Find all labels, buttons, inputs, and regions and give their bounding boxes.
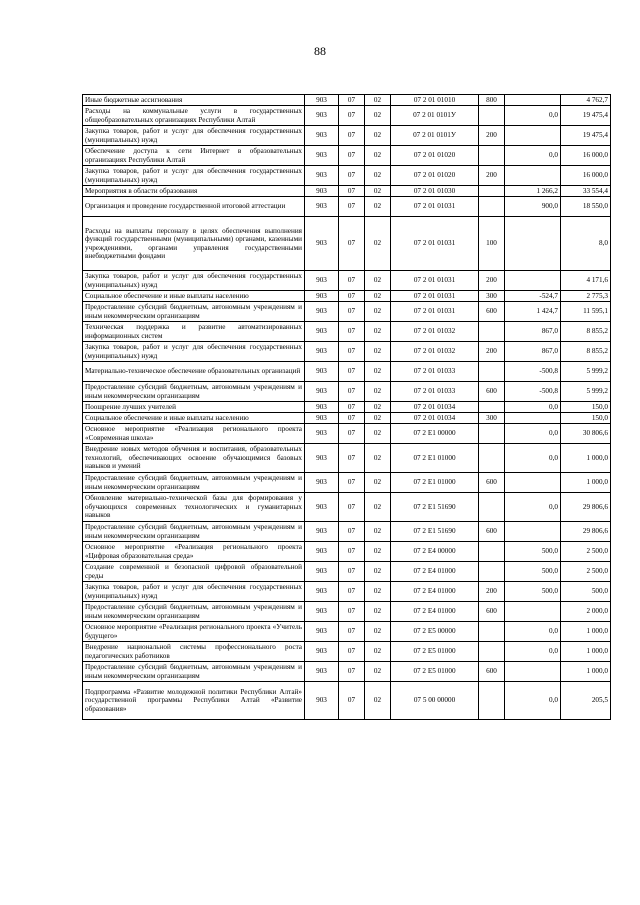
row-rz-cell: 07 — [339, 382, 365, 402]
row-csr-cell: 07 2 01 01034 — [391, 402, 479, 413]
row-name-cell: Основное мероприятие «Реализация регионального проекта «Учитель будущего» — [83, 622, 305, 642]
row-pr-cell: 02 — [365, 126, 391, 146]
row-change-cell — [505, 602, 561, 622]
table-row — [83, 582, 611, 602]
row-gr-cell: 903 — [305, 682, 339, 720]
row-name-cell: Предоставление субсидий бюджетным, автономным учреждениям и иным некоммерческим организациям — [83, 602, 305, 622]
row-name-cell: Предоставление субсидий бюджетным, автономным учреждениям и иным некоммерческим организациям — [83, 382, 305, 402]
row-csr-cell: 07 2 E4 00000 — [391, 542, 479, 562]
table-row — [83, 217, 611, 271]
row-gr-cell: 903 — [305, 106, 339, 126]
row-total-cell: 29 806,6 — [561, 493, 611, 522]
row-pr-cell: 02 — [365, 95, 391, 106]
row-change-cell: 0,0 — [505, 402, 561, 413]
row-change-cell: 900,0 — [505, 197, 561, 217]
row-change-cell: 0,0 — [505, 642, 561, 662]
row-name-cell: Закупка товаров, работ и услуг для обеспечения государственных (муниципальных) нужд — [83, 342, 305, 362]
table-row — [83, 493, 611, 522]
row-total-cell: 16 000,0 — [561, 166, 611, 186]
row-pr-cell: 02 — [365, 291, 391, 302]
table-row — [83, 662, 611, 682]
row-gr-cell: 903 — [305, 186, 339, 197]
row-csr-cell: 07 5 00 00000 — [391, 682, 479, 720]
row-vr-cell: 200 — [479, 582, 505, 602]
row-change-cell: 1 266,2 — [505, 186, 561, 197]
row-name-cell: Подпрограмма «Развитие молодежной политики Республики Алтай» государственной программы Республики Алтай «Развитие образования» — [83, 682, 305, 720]
row-csr-cell: 07 2 01 01033 — [391, 362, 479, 382]
row-vr-cell: 600 — [479, 522, 505, 542]
row-gr-cell: 903 — [305, 382, 339, 402]
row-vr-cell: 100 — [479, 217, 505, 271]
row-vr-cell: 600 — [479, 382, 505, 402]
row-rz-cell: 07 — [339, 622, 365, 642]
row-gr-cell: 903 — [305, 522, 339, 542]
row-name-cell: Иные бюджетные ассигнования — [83, 95, 305, 106]
row-change-cell: 867,0 — [505, 342, 561, 362]
row-total-cell: 19 475,4 — [561, 106, 611, 126]
row-csr-cell: 07 2 E1 01000 — [391, 473, 479, 493]
row-rz-cell: 07 — [339, 106, 365, 126]
table-row — [83, 166, 611, 186]
table-row — [83, 291, 611, 302]
row-vr-cell — [479, 642, 505, 662]
row-rz-cell: 07 — [339, 602, 365, 622]
row-gr-cell: 903 — [305, 562, 339, 582]
row-gr-cell: 903 — [305, 146, 339, 166]
row-gr-cell: 903 — [305, 413, 339, 424]
row-gr-cell: 903 — [305, 542, 339, 562]
row-pr-cell: 02 — [365, 322, 391, 342]
row-name-cell: Создание современной и безопасной цифровой образовательной среды — [83, 562, 305, 582]
row-change-cell: 0,0 — [505, 493, 561, 522]
row-csr-cell: 07 2 E1 51690 — [391, 522, 479, 542]
row-total-cell: 150,0 — [561, 413, 611, 424]
row-total-cell: 1 000,0 — [561, 662, 611, 682]
row-name-cell: Техническая поддержка и развитие автоматизированных информационных систем — [83, 322, 305, 342]
row-change-cell: 0,0 — [505, 106, 561, 126]
row-change-cell: 500,0 — [505, 562, 561, 582]
row-rz-cell: 07 — [339, 493, 365, 522]
row-gr-cell: 903 — [305, 662, 339, 682]
row-total-cell: 18 550,0 — [561, 197, 611, 217]
row-name-cell: Обновление материально-технической базы для формирования у обучающихся современных технологических и гуманитарных навыков — [83, 493, 305, 522]
row-rz-cell: 07 — [339, 542, 365, 562]
row-change-cell — [505, 166, 561, 186]
row-vr-cell: 200 — [479, 271, 505, 291]
row-csr-cell: 07 2 01 0101У — [391, 126, 479, 146]
row-total-cell: 150,0 — [561, 402, 611, 413]
row-name-cell: Социальное обеспечение и иные выплаты населению — [83, 413, 305, 424]
table-row — [83, 622, 611, 642]
row-pr-cell: 02 — [365, 582, 391, 602]
row-total-cell: 205,5 — [561, 682, 611, 720]
row-vr-cell — [479, 682, 505, 720]
row-csr-cell: 07 2 01 01031 — [391, 197, 479, 217]
row-total-cell: 8,0 — [561, 217, 611, 271]
row-name-cell: Расходы на выплаты персоналу в целях обеспечения выполнения функций государственными (муниципальными) органами, казенными учреждениями, органами управления государственными внебюджетными фондами — [83, 217, 305, 271]
row-pr-cell: 02 — [365, 562, 391, 582]
row-pr-cell: 02 — [365, 493, 391, 522]
row-change-cell: -524,7 — [505, 291, 561, 302]
row-gr-cell: 903 — [305, 126, 339, 146]
row-gr-cell: 903 — [305, 582, 339, 602]
row-rz-cell: 07 — [339, 166, 365, 186]
row-change-cell — [505, 271, 561, 291]
budget-table — [82, 94, 611, 720]
row-csr-cell: 07 2 01 01031 — [391, 271, 479, 291]
row-vr-cell — [479, 542, 505, 562]
row-csr-cell: 07 2 E5 01000 — [391, 662, 479, 682]
row-name-cell: Закупка товаров, работ и услуг для обеспечения государственных (муниципальных) нужд — [83, 126, 305, 146]
row-gr-cell: 903 — [305, 424, 339, 444]
row-vr-cell — [479, 562, 505, 582]
row-vr-cell: 800 — [479, 95, 505, 106]
row-gr-cell: 903 — [305, 322, 339, 342]
row-gr-cell: 903 — [305, 602, 339, 622]
row-total-cell: 1 000,0 — [561, 444, 611, 473]
table-row — [83, 342, 611, 362]
row-pr-cell: 02 — [365, 522, 391, 542]
row-csr-cell: 07 2 01 01031 — [391, 291, 479, 302]
row-vr-cell: 200 — [479, 166, 505, 186]
row-change-cell: -500,8 — [505, 362, 561, 382]
row-rz-cell: 07 — [339, 562, 365, 582]
row-csr-cell: 07 2 E1 01000 — [391, 444, 479, 473]
row-csr-cell: 07 2 E4 01000 — [391, 582, 479, 602]
row-total-cell: 11 595,1 — [561, 302, 611, 322]
row-vr-cell: 600 — [479, 302, 505, 322]
row-name-cell: Внедрение национальной системы профессионального роста педагогических работников — [83, 642, 305, 662]
row-total-cell: 33 554,4 — [561, 186, 611, 197]
row-csr-cell: 07 2 E1 51690 — [391, 493, 479, 522]
row-total-cell: 2 500,0 — [561, 562, 611, 582]
row-csr-cell: 07 2 01 01032 — [391, 322, 479, 342]
row-total-cell: 2 775,3 — [561, 291, 611, 302]
row-csr-cell: 07 2 01 01031 — [391, 217, 479, 271]
row-change-cell: 500,0 — [505, 582, 561, 602]
row-rz-cell: 07 — [339, 271, 365, 291]
row-change-cell: 0,0 — [505, 622, 561, 642]
row-pr-cell: 02 — [365, 186, 391, 197]
row-change-cell: 1 424,7 — [505, 302, 561, 322]
row-csr-cell: 07 2 E4 01000 — [391, 602, 479, 622]
row-vr-cell — [479, 362, 505, 382]
row-name-cell: Организация и проведение государственной итоговой аттестации — [83, 197, 305, 217]
row-rz-cell: 07 — [339, 146, 365, 166]
row-total-cell: 5 999,2 — [561, 382, 611, 402]
row-total-cell: 16 000,0 — [561, 146, 611, 166]
row-change-cell: 867,0 — [505, 322, 561, 342]
row-change-cell: 0,0 — [505, 424, 561, 444]
table-row — [83, 186, 611, 197]
row-total-cell: 1 000,0 — [561, 642, 611, 662]
row-pr-cell: 02 — [365, 166, 391, 186]
row-total-cell: 2 000,0 — [561, 602, 611, 622]
row-pr-cell: 02 — [365, 106, 391, 126]
row-name-cell: Материально-техническое обеспечение образовательных организаций — [83, 362, 305, 382]
table-row — [83, 126, 611, 146]
row-rz-cell: 07 — [339, 126, 365, 146]
row-csr-cell: 07 2 E5 00000 — [391, 622, 479, 642]
row-vr-cell: 600 — [479, 662, 505, 682]
row-change-cell: 0,0 — [505, 682, 561, 720]
row-vr-cell — [479, 186, 505, 197]
row-total-cell: 29 806,6 — [561, 522, 611, 542]
row-vr-cell — [479, 197, 505, 217]
row-name-cell: Расходы на коммунальные услуги в государственных общеобразовательных организациях Республики Алтай — [83, 106, 305, 126]
table-row — [83, 473, 611, 493]
row-rz-cell: 07 — [339, 413, 365, 424]
row-rz-cell: 07 — [339, 682, 365, 720]
table-row — [83, 402, 611, 413]
row-total-cell: 8 855,2 — [561, 322, 611, 342]
row-csr-cell: 07 2 E5 01000 — [391, 642, 479, 662]
row-gr-cell: 903 — [305, 473, 339, 493]
table-row — [83, 413, 611, 424]
row-gr-cell: 903 — [305, 302, 339, 322]
row-vr-cell — [479, 622, 505, 642]
row-pr-cell: 02 — [365, 342, 391, 362]
row-change-cell — [505, 473, 561, 493]
row-pr-cell: 02 — [365, 473, 391, 493]
row-rz-cell: 07 — [339, 291, 365, 302]
row-change-cell — [505, 413, 561, 424]
table-row — [83, 302, 611, 322]
table-row — [83, 542, 611, 562]
row-csr-cell: 07 2 01 01034 — [391, 413, 479, 424]
row-gr-cell: 903 — [305, 197, 339, 217]
row-name-cell: Социальное обеспечение и иные выплаты населению — [83, 291, 305, 302]
row-vr-cell: 600 — [479, 473, 505, 493]
row-total-cell: 2 500,0 — [561, 542, 611, 562]
row-csr-cell: 07 2 01 01020 — [391, 146, 479, 166]
row-name-cell: Предоставление субсидий бюджетным, автономным учреждениям и иным некоммерческим организациям — [83, 473, 305, 493]
row-total-cell: 1 000,0 — [561, 622, 611, 642]
row-pr-cell: 02 — [365, 424, 391, 444]
row-change-cell — [505, 126, 561, 146]
row-gr-cell: 903 — [305, 217, 339, 271]
row-pr-cell: 02 — [365, 602, 391, 622]
row-pr-cell: 02 — [365, 682, 391, 720]
table-row — [83, 602, 611, 622]
row-name-cell: Закупка товаров, работ и услуг для обеспечения государственных (муниципальных) нужд — [83, 582, 305, 602]
row-pr-cell: 02 — [365, 413, 391, 424]
row-pr-cell: 02 — [365, 362, 391, 382]
row-total-cell: 4 762,7 — [561, 95, 611, 106]
row-name-cell: Основное мероприятие «Реализация регионального проекта «Цифровая образовательная среда» — [83, 542, 305, 562]
table-row — [83, 322, 611, 342]
row-csr-cell: 07 2 01 01031 — [391, 302, 479, 322]
row-gr-cell: 903 — [305, 271, 339, 291]
row-rz-cell: 07 — [339, 197, 365, 217]
row-name-cell: Основное мероприятие «Реализация регионального проекта «Современная школа» — [83, 424, 305, 444]
row-vr-cell — [479, 402, 505, 413]
row-total-cell: 8 855,2 — [561, 342, 611, 362]
row-rz-cell: 07 — [339, 322, 365, 342]
row-name-cell: Закупка товаров, работ и услуг для обеспечения государственных (муниципальных) нужд — [83, 166, 305, 186]
row-gr-cell: 903 — [305, 362, 339, 382]
row-change-cell — [505, 662, 561, 682]
table-row — [83, 271, 611, 291]
table-row — [83, 146, 611, 166]
row-pr-cell: 02 — [365, 217, 391, 271]
row-change-cell: 0,0 — [505, 146, 561, 166]
row-csr-cell: 07 2 E1 00000 — [391, 424, 479, 444]
table-row — [83, 95, 611, 106]
table-row — [83, 362, 611, 382]
row-name-cell: Предоставление субсидий бюджетным, автономным учреждениям и иным некоммерческим организациям — [83, 662, 305, 682]
row-gr-cell: 903 — [305, 166, 339, 186]
row-csr-cell: 07 2 01 01033 — [391, 382, 479, 402]
row-change-cell — [505, 217, 561, 271]
row-vr-cell — [479, 424, 505, 444]
row-vr-cell: 200 — [479, 342, 505, 362]
table-row — [83, 424, 611, 444]
row-rz-cell: 07 — [339, 302, 365, 322]
row-csr-cell: 07 2 01 01020 — [391, 166, 479, 186]
row-change-cell — [505, 95, 561, 106]
row-rz-cell: 07 — [339, 582, 365, 602]
table-row — [83, 562, 611, 582]
row-vr-cell — [479, 106, 505, 126]
row-total-cell: 1 000,0 — [561, 473, 611, 493]
row-vr-cell — [479, 322, 505, 342]
row-rz-cell: 07 — [339, 522, 365, 542]
row-vr-cell: 300 — [479, 291, 505, 302]
row-rz-cell: 07 — [339, 473, 365, 493]
row-total-cell: 500,0 — [561, 582, 611, 602]
row-gr-cell: 903 — [305, 493, 339, 522]
row-rz-cell: 07 — [339, 402, 365, 413]
row-name-cell: Поощрение лучших учителей — [83, 402, 305, 413]
row-total-cell: 4 171,6 — [561, 271, 611, 291]
row-pr-cell: 02 — [365, 302, 391, 322]
row-gr-cell: 903 — [305, 642, 339, 662]
row-total-cell: 30 806,6 — [561, 424, 611, 444]
row-pr-cell: 02 — [365, 402, 391, 413]
row-pr-cell: 02 — [365, 642, 391, 662]
row-name-cell: Предоставление субсидий бюджетным, автономным учреждениям и иным некоммерческим организациям — [83, 522, 305, 542]
row-vr-cell: 200 — [479, 126, 505, 146]
row-rz-cell: 07 — [339, 362, 365, 382]
row-change-cell — [505, 522, 561, 542]
row-name-cell: Предоставление субсидий бюджетным, автономным учреждениям и иным некоммерческим организациям — [83, 302, 305, 322]
row-rz-cell: 07 — [339, 217, 365, 271]
row-csr-cell: 07 2 01 01030 — [391, 186, 479, 197]
row-total-cell: 5 999,2 — [561, 362, 611, 382]
budget-table-body — [83, 95, 611, 720]
row-pr-cell: 02 — [365, 271, 391, 291]
row-vr-cell: 300 — [479, 413, 505, 424]
page-number: 88 — [314, 44, 326, 58]
row-gr-cell: 903 — [305, 342, 339, 362]
row-rz-cell: 07 — [339, 342, 365, 362]
row-total-cell: 19 475,4 — [561, 126, 611, 146]
row-gr-cell: 903 — [305, 444, 339, 473]
table-row — [83, 106, 611, 126]
row-change-cell: 500,0 — [505, 542, 561, 562]
row-name-cell: Мероприятия в области образования — [83, 186, 305, 197]
row-change-cell: -500,8 — [505, 382, 561, 402]
row-rz-cell: 07 — [339, 186, 365, 197]
row-rz-cell: 07 — [339, 444, 365, 473]
row-name-cell: Обеспечение доступа к сети Интернет в образовательных организациях Республики Алтай — [83, 146, 305, 166]
row-pr-cell: 02 — [365, 444, 391, 473]
row-pr-cell: 02 — [365, 197, 391, 217]
row-csr-cell: 07 2 01 01010 — [391, 95, 479, 106]
table-row — [83, 522, 611, 542]
row-gr-cell: 903 — [305, 622, 339, 642]
row-pr-cell: 02 — [365, 146, 391, 166]
row-rz-cell: 07 — [339, 662, 365, 682]
row-rz-cell: 07 — [339, 642, 365, 662]
row-pr-cell: 02 — [365, 662, 391, 682]
row-rz-cell: 07 — [339, 95, 365, 106]
table-row — [83, 642, 611, 662]
row-gr-cell: 903 — [305, 95, 339, 106]
row-name-cell: Закупка товаров, работ и услуг для обеспечения государственных (муниципальных) нужд — [83, 271, 305, 291]
table-row — [83, 197, 611, 217]
row-change-cell: 0,0 — [505, 444, 561, 473]
row-vr-cell: 600 — [479, 602, 505, 622]
row-csr-cell: 07 2 01 0101У — [391, 106, 479, 126]
row-pr-cell: 02 — [365, 382, 391, 402]
table-row — [83, 382, 611, 402]
table-row — [83, 682, 611, 720]
row-csr-cell: 07 2 E4 01000 — [391, 562, 479, 582]
row-pr-cell: 02 — [365, 622, 391, 642]
row-gr-cell: 903 — [305, 291, 339, 302]
table-row — [83, 444, 611, 473]
row-vr-cell — [479, 146, 505, 166]
row-csr-cell: 07 2 01 01032 — [391, 342, 479, 362]
row-name-cell: Внедрение новых методов обучения и воспитания, образовательных технологий, обеспечивающих освоение обучающимися базовых навыков и умений — [83, 444, 305, 473]
row-gr-cell: 903 — [305, 402, 339, 413]
row-pr-cell: 02 — [365, 542, 391, 562]
row-vr-cell — [479, 444, 505, 473]
row-rz-cell: 07 — [339, 424, 365, 444]
row-vr-cell — [479, 493, 505, 522]
